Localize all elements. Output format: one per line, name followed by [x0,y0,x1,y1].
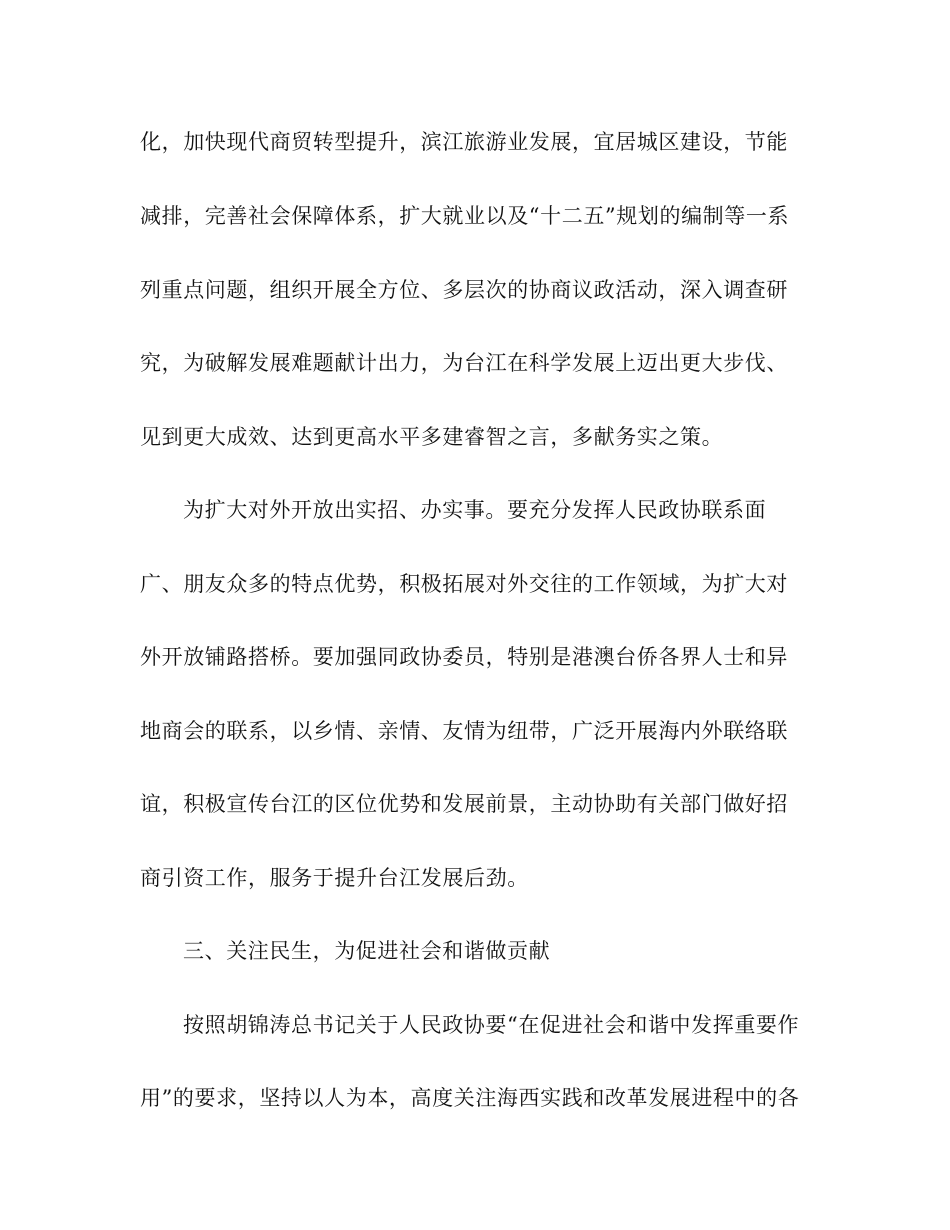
paragraph-first-line: 为扩大对外开放出实招、办实事。要充分发挥人民政协联系面 [183,498,767,522]
paragraph-line: 广、朋友众多的特点优势，积极拓展对外交往的工作领域，为扩大对 [140,572,788,596]
paragraph-line: 外开放铺路搭桥。要加强同政协委员，特别是港澳台侨各界人士和异 [140,645,788,669]
paragraph-line: 见到更大成效、达到更高水平多建睿智之言，多献务实之策。 [140,425,724,449]
paragraph-line: 商引资工作，服务于提升台江发展后劲。 [140,866,529,890]
section-heading: 三、关注民生，为促进社会和谐做贡献 [183,939,551,963]
paragraph-first-line: 按照胡锦涛总书记关于人民政协要“在促进社会和谐中发挥重要作 [183,1013,800,1037]
paragraph-line: 列重点问题，组织开展全方位、多层次的协商议政活动，深入调查研 [140,278,788,302]
paragraph-line: 谊，积极宣传台江的区位优势和发展前景，主动协助有关部门做好招 [140,792,788,816]
paragraph-line: 减排，完善社会保障体系，扩大就业以及“十二五”规划的编制等一系 [140,204,790,228]
paragraph-line: 化，加快现代商贸转型提升，滨江旅游业发展，宜居城区建设，节能 [140,130,788,154]
paragraph-line: 用”的要求，坚持以人为本，高度关注海西实践和改革发展进程中的各 [140,1086,800,1110]
paragraph-line: 究，为破解发展难题献计出力，为台江在科学发展上迈出更大步伐、 [140,351,788,375]
paragraph-line: 地商会的联系，以乡情、亲情、友情为纽带，广泛开展海内外联络联 [140,719,788,743]
